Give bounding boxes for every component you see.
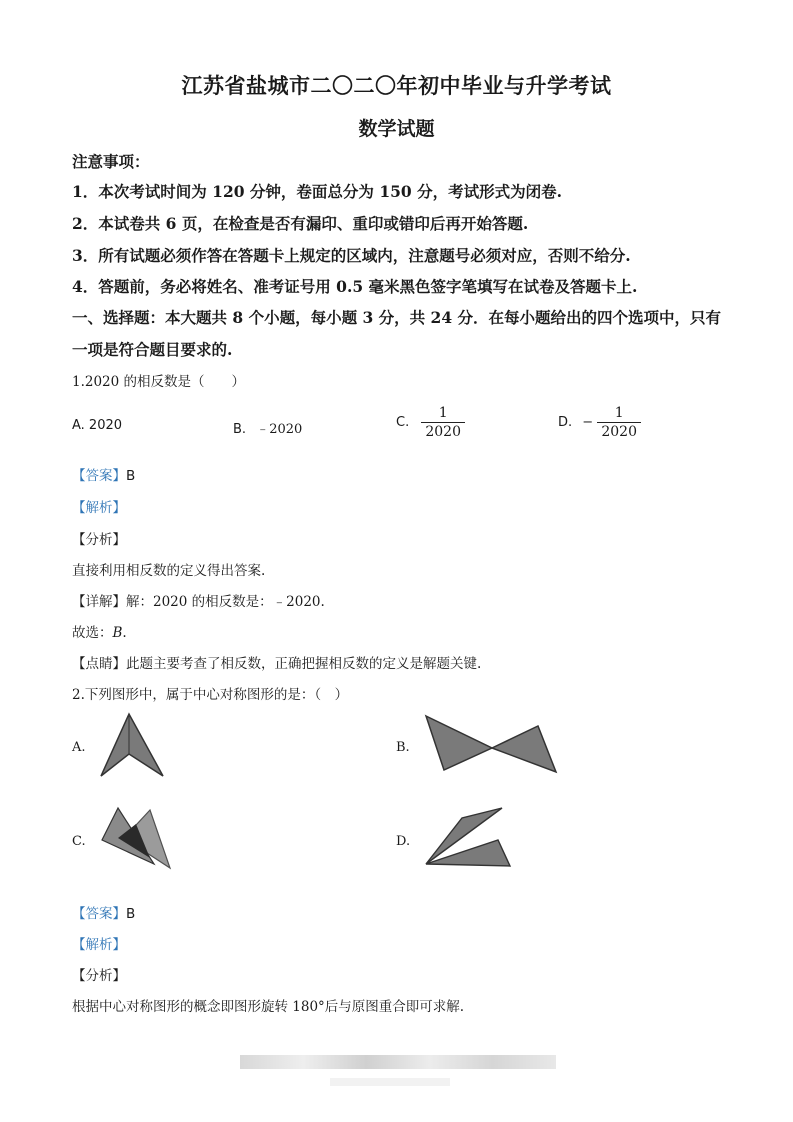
q1-dianjing-tag: 【点睛】 bbox=[72, 656, 126, 672]
q1-answer bbox=[72, 464, 135, 484]
q1-jiexi-tag: 【解析】 bbox=[72, 500, 126, 516]
q2-figure-d bbox=[422, 804, 512, 870]
q2-answer-tag: 【答案】 bbox=[72, 906, 126, 922]
q1-option-a: A. 2020 bbox=[72, 418, 123, 433]
section-heading-line1: 一、选择题：本大题共 8 个小题，每小题 3 分，共 24 分．在每小题给出的四个选项中，只有 bbox=[72, 308, 722, 327]
q1-detail-text: 解：2020 的相反数是：﹣2020. bbox=[126, 594, 325, 610]
q1-option-c-denominator: 2020 bbox=[421, 422, 465, 440]
q1-choose bbox=[72, 621, 127, 641]
q1-option-b-value: ﹣2020 bbox=[256, 422, 303, 437]
section-heading-line2: 一项是符合题目要求的. bbox=[72, 340, 233, 359]
q1-fenxi-tag: 【分析】 bbox=[72, 532, 126, 548]
q1-option-c bbox=[396, 405, 465, 440]
q2-option-c-label: C. bbox=[72, 834, 86, 849]
q2-option-a-label: A. bbox=[72, 740, 86, 755]
q2-figure-b bbox=[422, 712, 562, 776]
q1-stem: 1.2020 的相反数是（ ） bbox=[72, 374, 246, 390]
q2-answer-value: B bbox=[126, 906, 136, 922]
q1-detail-tag: 【详解】 bbox=[72, 594, 126, 610]
q1-option-d-label: D. bbox=[558, 415, 573, 430]
q2-figure-a bbox=[95, 712, 170, 780]
q1-choose-value: B bbox=[112, 625, 123, 641]
q1-detail bbox=[72, 590, 325, 610]
q1-dianjing bbox=[72, 652, 481, 672]
q1-fenxi-text: 直接利用相反数的定义得出答案. bbox=[72, 563, 266, 579]
q1-choose-label: 故选： bbox=[72, 625, 113, 641]
q2-fenxi-text: 根据中心对称图形的概念即图形旋转 180°后与原图重合即可求解. bbox=[72, 999, 465, 1015]
q1-option-b bbox=[233, 418, 302, 437]
q1-option-c-label: C. bbox=[396, 415, 410, 430]
notice-item-1: 1．本次考试时间为 120 分钟，卷面总分为 150 分，考试形式为闭卷. bbox=[72, 182, 562, 201]
q2-stem: 2.下列图形中，属于中心对称图形的是：（ ） bbox=[72, 687, 349, 703]
notice-item-2: 2．本试卷共 6 页，在检查是否有漏印、重印或错印后再开始答题. bbox=[72, 214, 529, 233]
q1-option-c-numerator: 1 bbox=[438, 405, 448, 421]
page-title: 江苏省盐城市二〇二〇年初中毕业与升学考试 bbox=[181, 73, 612, 98]
q2-option-b-label: B. bbox=[396, 740, 410, 755]
q2-figure-b-left-triangle bbox=[426, 716, 492, 770]
q1-option-d bbox=[558, 405, 641, 440]
q1-option-c-fraction bbox=[421, 405, 465, 440]
notice-item-3: 3．所有试题必须作答在答题卡上规定的区域内，注意题号必须对应，否则不给分. bbox=[72, 246, 631, 265]
q2-figure-b-right-triangle bbox=[492, 726, 556, 772]
q1-option-d-sign: − bbox=[582, 415, 594, 430]
q2-option-d-label: D. bbox=[396, 834, 411, 849]
q2-figure-c bbox=[98, 806, 176, 870]
q1-choose-end: . bbox=[122, 625, 127, 641]
footer-watermark bbox=[240, 1055, 556, 1069]
q1-dianjing-text: 此题主要考查了相反数，正确把握相反数的定义是解题关键. bbox=[126, 656, 482, 672]
q1-option-b-label: B. bbox=[233, 422, 247, 437]
q1-option-d-denominator: 2020 bbox=[597, 422, 641, 440]
page-subtitle: 数学试题 bbox=[358, 118, 435, 140]
q1-option-d-numerator: 1 bbox=[614, 405, 624, 421]
notice-heading: 注意事项： bbox=[72, 152, 150, 171]
q2-jiexi-tag: 【解析】 bbox=[72, 937, 126, 953]
q2-figure-a-shape bbox=[101, 714, 163, 776]
q2-fenxi-tag: 【分析】 bbox=[72, 968, 126, 984]
q2-answer bbox=[72, 902, 135, 922]
q1-answer-value: B bbox=[126, 468, 136, 484]
q1-answer-tag: 【答案】 bbox=[72, 468, 126, 484]
notice-item-4: 4．答题前，务必将姓名、准考证号用 0.5 毫米黑色签字笔填写在试卷及答题卡上. bbox=[72, 277, 638, 296]
q1-option-d-fraction bbox=[597, 405, 641, 440]
footer-watermark-faint bbox=[330, 1078, 450, 1086]
